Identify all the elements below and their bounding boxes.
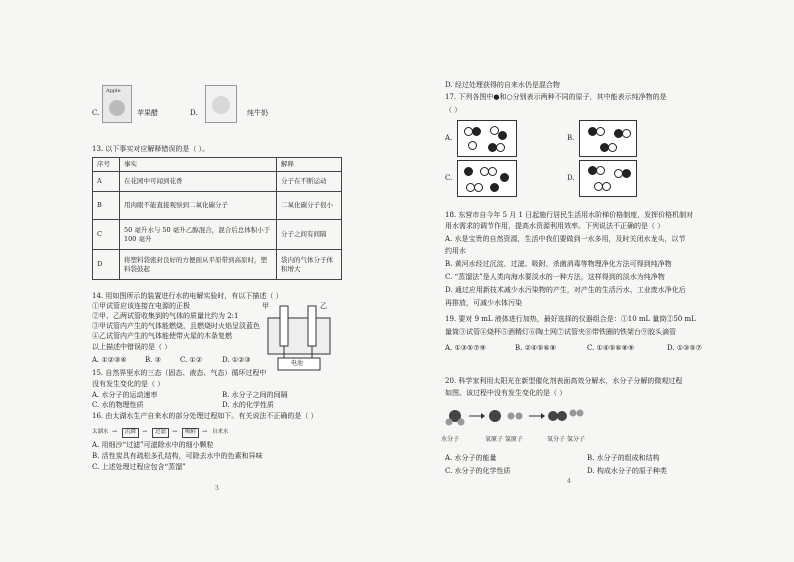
q18-line: 约用水 bbox=[445, 247, 466, 255]
tube-label-right: 乙 bbox=[320, 302, 327, 310]
test-tube-right bbox=[308, 306, 316, 346]
q20-line: 如图。该过程中没有发生变化的是（ ） bbox=[445, 389, 567, 397]
q15-option: C. 水的物理性质 bbox=[92, 401, 144, 409]
table-cell: B bbox=[93, 192, 120, 220]
battery-label: 电池 bbox=[291, 360, 304, 367]
hydrogen-atom bbox=[516, 413, 523, 420]
q20-line: 20. 科学家利用太阳光在新型催化剂表面高效分解水，水分子分解的微观过程 bbox=[445, 377, 683, 385]
q18-line: B. 黄河水经过沉淀、过滤、吸附、杀菌消毒等物理净化方法可得到纯净物 bbox=[445, 260, 672, 268]
q16-option-d: D. 经过处理获得的自来水仍是混合物 bbox=[445, 81, 560, 89]
q13-table bbox=[92, 157, 342, 280]
q17-option-c: C. bbox=[445, 174, 453, 182]
apple-vinegar-image bbox=[102, 85, 132, 123]
table-row bbox=[93, 172, 342, 192]
q16-option: B. 活性炭具有疏松多孔结构，可除去水中的色素和异味 bbox=[92, 452, 263, 460]
right-page bbox=[397, 0, 794, 562]
table-cell: 用肉眼不能直接观察到二氧化碳分子 bbox=[120, 192, 277, 220]
q15-line: 没有发生变化的是（ ） bbox=[92, 380, 165, 388]
water-trough bbox=[268, 318, 330, 354]
q17-paren: （ ） bbox=[445, 106, 462, 114]
atom-white bbox=[488, 167, 497, 176]
atom-white bbox=[608, 143, 617, 152]
q19-line: 19. 要对 9 mL 液体进行加热，最好选择的仪器组合是：①10 mL 量筒②50 mL bbox=[445, 315, 696, 323]
q17-box-c bbox=[457, 160, 517, 197]
table-cell: 分子之间有间隔 bbox=[277, 220, 342, 250]
flow-step: 沉降 bbox=[122, 428, 139, 438]
atom-white bbox=[468, 141, 477, 150]
q17-option-b: B. bbox=[567, 134, 575, 142]
q14-line: 14. 用如图所示的装置进行水的电解实验时，有以下描述（ ） bbox=[92, 292, 283, 300]
table-row bbox=[93, 220, 342, 250]
page-number: 3 bbox=[215, 485, 219, 492]
atom-black bbox=[500, 173, 509, 182]
table-cell: 在花园中可闻到花香 bbox=[120, 172, 277, 192]
atom-black bbox=[464, 167, 473, 176]
atom-black bbox=[622, 169, 631, 178]
oxygen-atom bbox=[548, 411, 558, 421]
q18-line: 18. 东营市自今年 5 月 1 日起施行居民生活用水阶梯价格制度，发挥价格机制对 bbox=[445, 211, 694, 219]
q19-option: C. ①④⑤⑥⑧⑨ bbox=[587, 344, 635, 352]
q14-line: ①甲试管应该连接在电源的正极 bbox=[92, 302, 190, 310]
q17-box-d bbox=[579, 160, 637, 197]
atom-white bbox=[496, 143, 505, 152]
q18-line: 用水需求的调节作用，提高水资源利用效率。下列说法不正确的是（ ） bbox=[445, 222, 665, 230]
flow-step: 自来水 bbox=[212, 429, 229, 435]
q20-diagram-label: 氧分子 氢分子 bbox=[547, 436, 585, 443]
q16-option: A. 用细沙“过滤”可滤除水中的细小颗粒 bbox=[92, 441, 214, 449]
table-cell: 50 毫升水与 50 毫升乙醇混合，混合后总体积小于 100 毫升 bbox=[120, 220, 277, 250]
q20-diagram-label: 氧原子 氢原子 bbox=[485, 436, 523, 443]
table-header-row bbox=[93, 158, 342, 172]
hydrogen-atom bbox=[577, 410, 584, 417]
q16-stem: 16. 由太湖水生产自来水的部分处理过程如下。有关说法不正确的是（ ） bbox=[92, 412, 318, 420]
tube-label-left: 甲 bbox=[262, 302, 269, 310]
table-cell: A bbox=[93, 172, 120, 192]
hydrogen-atom bbox=[570, 410, 577, 417]
table-cell: C bbox=[93, 220, 120, 250]
q17-box-b bbox=[579, 120, 637, 157]
atom-white bbox=[622, 129, 631, 138]
q14-option: A. ①②③④ bbox=[92, 356, 127, 364]
q17-box-a bbox=[457, 120, 517, 157]
milk-carton-image bbox=[205, 85, 237, 123]
oxygen-atom bbox=[557, 411, 567, 421]
q20-option: B. 水分子的组成和结构 bbox=[587, 454, 660, 462]
q15-option: B. 水分子之间的间隔 bbox=[222, 391, 288, 399]
q20-option: C. 水分子的化学性质 bbox=[445, 467, 511, 475]
flow-step: 太湖水 bbox=[92, 429, 109, 435]
arrow-right-icon: → bbox=[202, 428, 208, 435]
flow-step: 过滤 bbox=[152, 428, 169, 438]
arrow-right-icon: → bbox=[142, 428, 148, 435]
q14-line: ③甲试管内产生的气体能燃烧，且燃烧时火焰呈淡蓝色 bbox=[92, 322, 260, 330]
page-number: 4 bbox=[567, 478, 571, 485]
q19-option: B. ②④⑤⑥⑧ bbox=[515, 344, 556, 352]
hydrogen-atom bbox=[508, 413, 515, 420]
brand-label: Apple bbox=[106, 88, 121, 94]
q17-option-d: D. bbox=[567, 174, 575, 182]
atom-black bbox=[498, 131, 507, 140]
apple-icon bbox=[109, 100, 125, 116]
atom-white bbox=[474, 183, 483, 192]
table-cell: D bbox=[93, 250, 120, 280]
flow-step: 吸附 bbox=[182, 428, 199, 438]
q17-option-a: A. bbox=[445, 134, 453, 142]
test-tube-left bbox=[280, 306, 288, 346]
q17-stem: 17. 下列各图中●和○分别表示两种不同的原子，其中能表示纯净物的是 bbox=[445, 93, 667, 101]
q20-option: D. 构成水分子的原子种类 bbox=[587, 467, 667, 475]
q14-line: 以上描述中错误的是（ ） bbox=[92, 343, 172, 351]
q15-option: A. 水分子的运动速率 bbox=[92, 391, 158, 399]
q14-line: ②甲、乙两试管收集到的气体的质量比约为 2:1 bbox=[92, 312, 239, 320]
q15-line: 15. 自然界里水的三态（固态、液态、气态）循环过程中 bbox=[92, 369, 267, 377]
q18-line: A. 水是宝贵的自然资源，生活中我们要做到一水多用，及时关闭水龙头，以节 bbox=[445, 235, 686, 243]
q16-option: C. 上述处理过程应包含“蒸馏” bbox=[92, 463, 186, 471]
q14-option: D. ①②③ bbox=[222, 356, 251, 364]
arrow-right-icon: → bbox=[172, 428, 178, 435]
atom-black bbox=[472, 127, 481, 136]
table-cell: 分子在不断运动 bbox=[277, 172, 342, 192]
q14-option: C. ①② bbox=[180, 356, 203, 364]
table-row bbox=[93, 250, 342, 280]
q19-line: 量筒③试管④烧杯⑤酒精灯⑥陶土网⑦试管夹⑧带铁圈的铁架台⑨胶头滴管 bbox=[445, 328, 676, 336]
q20-diagram-label: 水分子 bbox=[441, 436, 460, 443]
q14-option: B. ③ bbox=[145, 356, 161, 364]
arrow-head bbox=[541, 413, 545, 419]
product-d-name: 纯牛奶 bbox=[247, 109, 268, 117]
table-cell: 袋内的气体分子体积增大 bbox=[277, 250, 342, 280]
table-row bbox=[93, 192, 342, 220]
cow-icon bbox=[212, 96, 230, 114]
atom-white bbox=[602, 182, 611, 191]
option-c-label: C. bbox=[92, 109, 100, 117]
q19-option: A. ①③⑤⑦⑨ bbox=[445, 344, 486, 352]
water-decomposition-diagram bbox=[445, 402, 585, 432]
hydrogen-atom bbox=[446, 419, 453, 426]
oxygen-atom bbox=[489, 410, 501, 422]
q14-line: ④乙试管内产生的气体能使带火星的木条复燃 bbox=[92, 332, 232, 340]
table-header-cell: 解释 bbox=[277, 158, 342, 172]
atom-black bbox=[490, 183, 499, 192]
arrow-right-icon: → bbox=[112, 428, 118, 435]
q15-option: D. 水的化学性质 bbox=[222, 401, 274, 409]
arrow-head bbox=[481, 413, 485, 419]
product-c-name: 苹果醋 bbox=[137, 109, 158, 117]
hydrogen-atom bbox=[458, 419, 465, 426]
q18-line: D. 通过应用新技术减少水污染物的产生，对产生的生活污水、工业废水净化后 bbox=[445, 286, 686, 294]
atom-white bbox=[596, 127, 605, 136]
q18-line: 再排放，可减少水体污染 bbox=[445, 299, 522, 307]
q20-option: A. 水分子的能量 bbox=[445, 454, 497, 462]
table-header-cell: 事实 bbox=[120, 158, 277, 172]
table-header-cell: 序号 bbox=[93, 158, 120, 172]
q18-line: C. “蒸馏法”是人类向海水要淡水的一种方法，这样得到的淡水为纯净物 bbox=[445, 273, 665, 281]
q13-stem: 13. 以下事实对应解释错误的是（ ）。 bbox=[92, 145, 210, 153]
atom-white bbox=[596, 166, 605, 175]
table-cell: 二氧化碳分子很小 bbox=[277, 192, 342, 220]
table-cell: 将塑料袋密封良好的方便面从平原带到高原时，塑料袋鼓起 bbox=[120, 250, 277, 280]
q19-option: D. ①③⑤⑦ bbox=[667, 344, 702, 352]
option-d-label: D. bbox=[190, 109, 198, 117]
